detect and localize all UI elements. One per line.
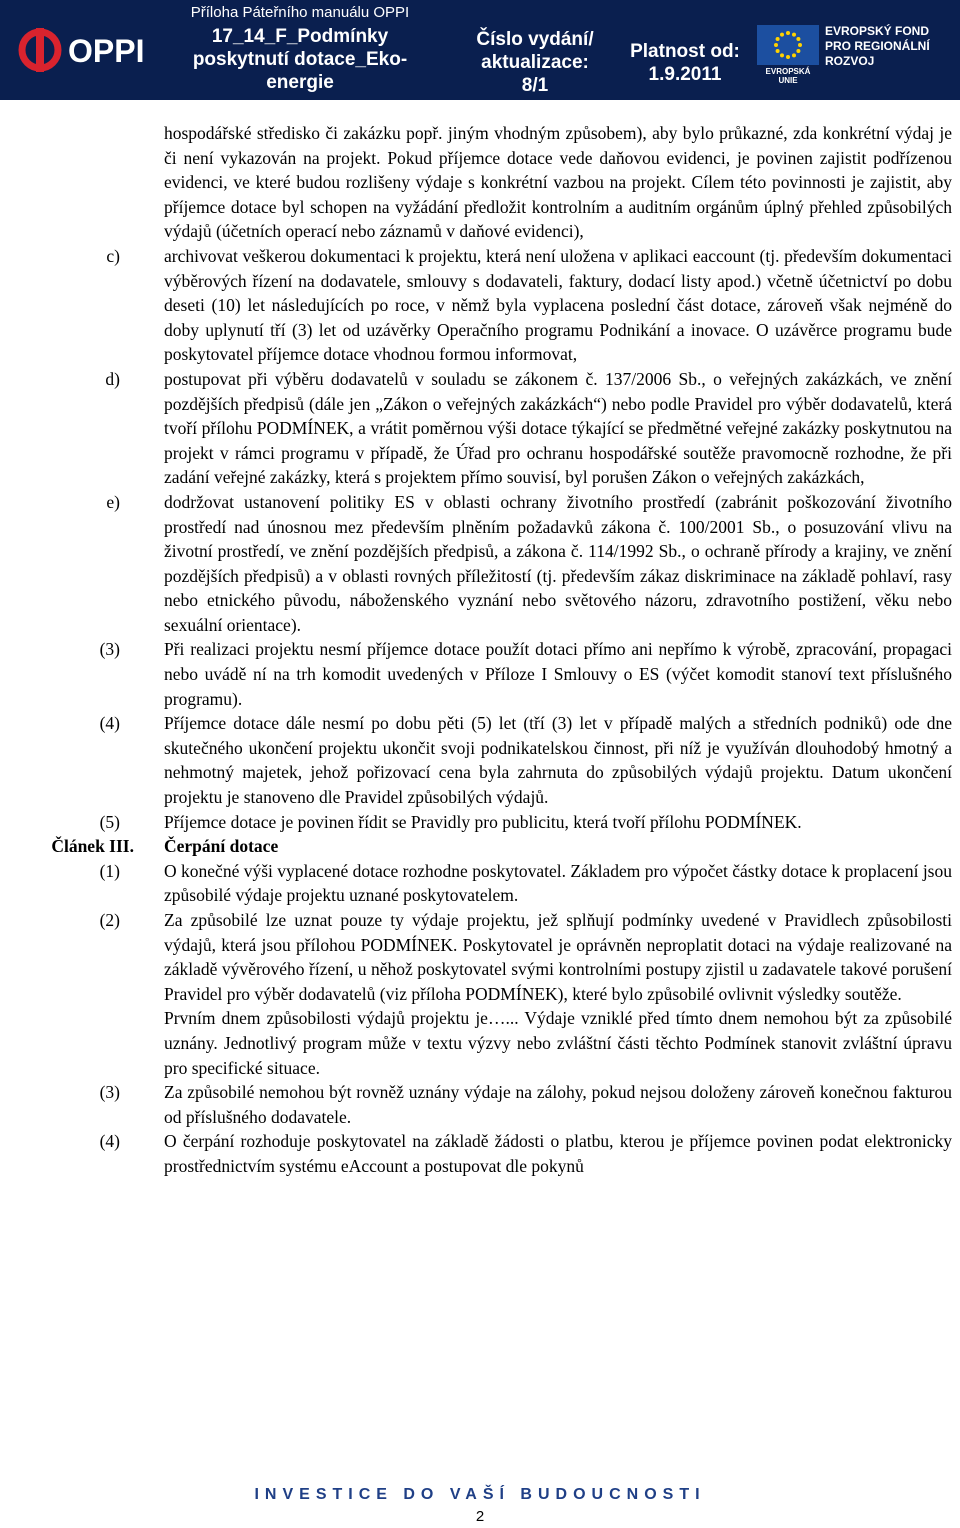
clause-text: Za způsobilé lze uznat pouze ty výdaje projektu, jež splňují podmínky uvedené v Pravidlech způsobilosti výdajů, která jsou přílohou PODMÍNEK. Poskytovatel je oprávněn neproplatit dotaci na výdaje realizované na základě vývěrového řízení, u něhož poskytovatel svými kontrolními postupy zjistil u zadavatele takové porušení Pravidel pro výběr dodavatelů (viz příloha PODMÍNEK), které bylo způsobilé ovlivnit výsledky soutěže. xyxy=(164,910,952,1004)
clause-row xyxy=(0,244,960,367)
clause-text: archivovat veškerou dokumentaci k projektu, která není uložena v aplikaci eaccount (tj. především dokumentaci výběrových řízení na dodavatele, smlouvy s dodavateli, faktury, dodací listy apod.) včetně účetnictví po dobu deseti (10) let následujících po roce, v němž byla vyplacena poslední část dotace, zároveň však nejméně do doby uplynutí tří (3) let od uzávěrky Operačního programu Podnikání a inovace. O uzávěrce programu bude poskytovatel příjemce dotace vhodnou formou informovat, xyxy=(164,245,952,365)
eu-flag-icon xyxy=(757,25,819,65)
clause-label: (5) xyxy=(99,811,120,832)
clause-row xyxy=(0,908,960,1006)
clause-label: (4) xyxy=(99,713,120,734)
clause-row xyxy=(0,1080,960,1129)
clause-row xyxy=(0,859,960,908)
eu-fund-text: EVROPSKÝ FOND PRO REGIONÁLNÍ ROZVOJ xyxy=(825,24,930,68)
oppi-logo xyxy=(18,22,168,78)
page-number: 2 xyxy=(475,1508,485,1525)
svg-text:OPPI: OPPI xyxy=(68,33,145,69)
clause-row xyxy=(0,1129,960,1178)
eu-union-label: EVROPSKÁ UNIE xyxy=(765,67,811,85)
header-edition: Číslo vydání/ aktualizace: 8/1 xyxy=(476,29,594,96)
clause-label: (2) xyxy=(99,910,120,930)
clause-row xyxy=(0,637,960,711)
clause-text: postupovat při výběru dodavatelů v souladu se zákonem č. 137/2006 Sb., o veřejných zakázkách, ve znění pozdějších předpisů (dále jen „Zákon o veřejných zakázkách“) nebo podle Pravidel pro výběr dodavatelů, která tvoří přílohu PODMÍNEK, a vrátit poměrnou výši dotace týkající se předmětné veřejné zakázky poskytnutou na projekt v rámci programu v případě, že Úřad pro ochranu hospodářské soutěže pravomocně rozhodne, že při zadání veřejné zakázky, která s projektem přímo souvisí, byl porušen Zákon o veřejných zakázkách, xyxy=(164,368,952,488)
clause-label: (1) xyxy=(99,860,120,881)
clause-row xyxy=(0,711,960,809)
clause-row xyxy=(0,810,960,835)
clause-text: Prvním dnem způsobilosti výdajů projektu je…... Výdaje vzniklé před tímto dnem nemohou být za způsobilé uznány. Jednotlivý program může v textu výzvy nebo zvláštní části těchto Podmínek stanovit zvláštní úpravu pro specifické situace. xyxy=(164,1008,952,1078)
clause-label: (4) xyxy=(99,1131,120,1152)
clause-row xyxy=(0,490,960,638)
header-document-info xyxy=(175,4,425,94)
document-header xyxy=(0,0,960,100)
header-validity: Platnost od: 1.9.2011 xyxy=(630,41,740,85)
clause-label: c) xyxy=(106,245,120,266)
clause-text: Příjemce dotace dále nesmí po dobu pěti (5) let (tří (3) let v případě malých a středních podniků) ode dne skutečného ukončení projektu ukončit svoji podnikatelskou činnost, při níž je využíván dlouhodobý hmotný a nehmotný majetek, jehož pořizovací cena byla zahrnuta do způsobilých výdajů projektu. Datum ukončení projektu je stanoveno dle Pravidel způsobilých výdajů. xyxy=(164,713,952,808)
clause-text: hospodářské středisko či zakázku popř. jiným vhodným způsobem), aby bylo průkazné, zda konkrétní výdaj je či není vykazován na projekt. Pokud příjemce dotace vede daňovou evidenci, je povinen zajistit podřízenou evidenci, ve které budou rozlišeny výdaje s konkrétní vazbou na projekt. Cílem této povinnosti je zajistit, aby příjemce dotace byl schopen na vyžádání předložit kontrolním a auditním orgánům úplný přehled způsobilých výdajů (účetních operací nebo záznamů v daňové evidenci), xyxy=(164,123,952,242)
document-body xyxy=(0,121,960,1179)
clause-text: dodržovat ustanovení politiky ES v oblasti ochrany životního prostředí (zabránit poškozování životního prostředí nad únosnou mez především plněním požadavků zákona č. 100/2001 Sb., o posuzování vlivu na životní prostředí, ve znění pozdějších předpisů, a zákona č. 114/1992 Sb., o ochraně přírody a krajiny, ve znění pozdějších předpisů) a v oblasti rovných příležitostí (tj. především zákaz diskriminace na základě pohlaví, rasy nebo etnického původu, náboženského vyznání nebo světového názoru, zdravotního postižení, věku nebo sexuální orientace). xyxy=(164,491,952,635)
clause-text: Za způsobilé nemohou být rovněž uznány výdaje na zálohy, pokud nejsou doloženy zároveň konečnou fakturou od příslušného dodavatele. xyxy=(164,1082,952,1127)
footer-slogan: INVESTICE DO VAŠÍ BUDOUCNOSTI xyxy=(254,1486,706,1503)
clause-label: e) xyxy=(106,491,120,512)
clause-text: Příjemce dotace je povinen řídit se Pravidly pro publicitu, která tvoří přílohu PODMÍNEK. xyxy=(164,811,802,832)
article-title: Čerpání dotace xyxy=(164,836,279,857)
clause-row xyxy=(0,367,960,490)
clause-label: d) xyxy=(105,368,120,389)
clause-row xyxy=(0,1006,960,1080)
clause-text: O konečné výši vyplacené dotace rozhodne poskytovatel. Základem pro výpočet částky dotace k proplacení jsou způsobilé výdaje projektu uznané poskytovatelem. xyxy=(164,860,952,906)
clause-label: (3) xyxy=(99,1082,120,1103)
clause-text: Při realizaci projektu nesmí příjemce dotace použít dotaci přímo ani nepřímo k výrobě, zpracování, propagaci nebo uvádě ní na trh komodit uvedených v Příloze I Smlouvy o ES (výčet komodit stanoví text příslušného programu). xyxy=(164,639,952,709)
clause-text: O čerpání rozhoduje poskytovatel na základě žádosti o platbu, kterou je příjemce povinen podat elektronicky prostřednictvím systému eAccount a postupovat dle pokynů xyxy=(164,1131,952,1176)
clause-label: (3) xyxy=(99,639,120,660)
clause-row xyxy=(0,834,960,859)
header-manual-title: Příloha Páteřního manuálu OPPI xyxy=(190,4,410,21)
clause-row xyxy=(0,121,960,244)
header-document-name: 17_14_F_Podmínky poskytnutí dotace_Eko-energie xyxy=(192,26,408,93)
article-label: Článek III. xyxy=(51,836,134,857)
